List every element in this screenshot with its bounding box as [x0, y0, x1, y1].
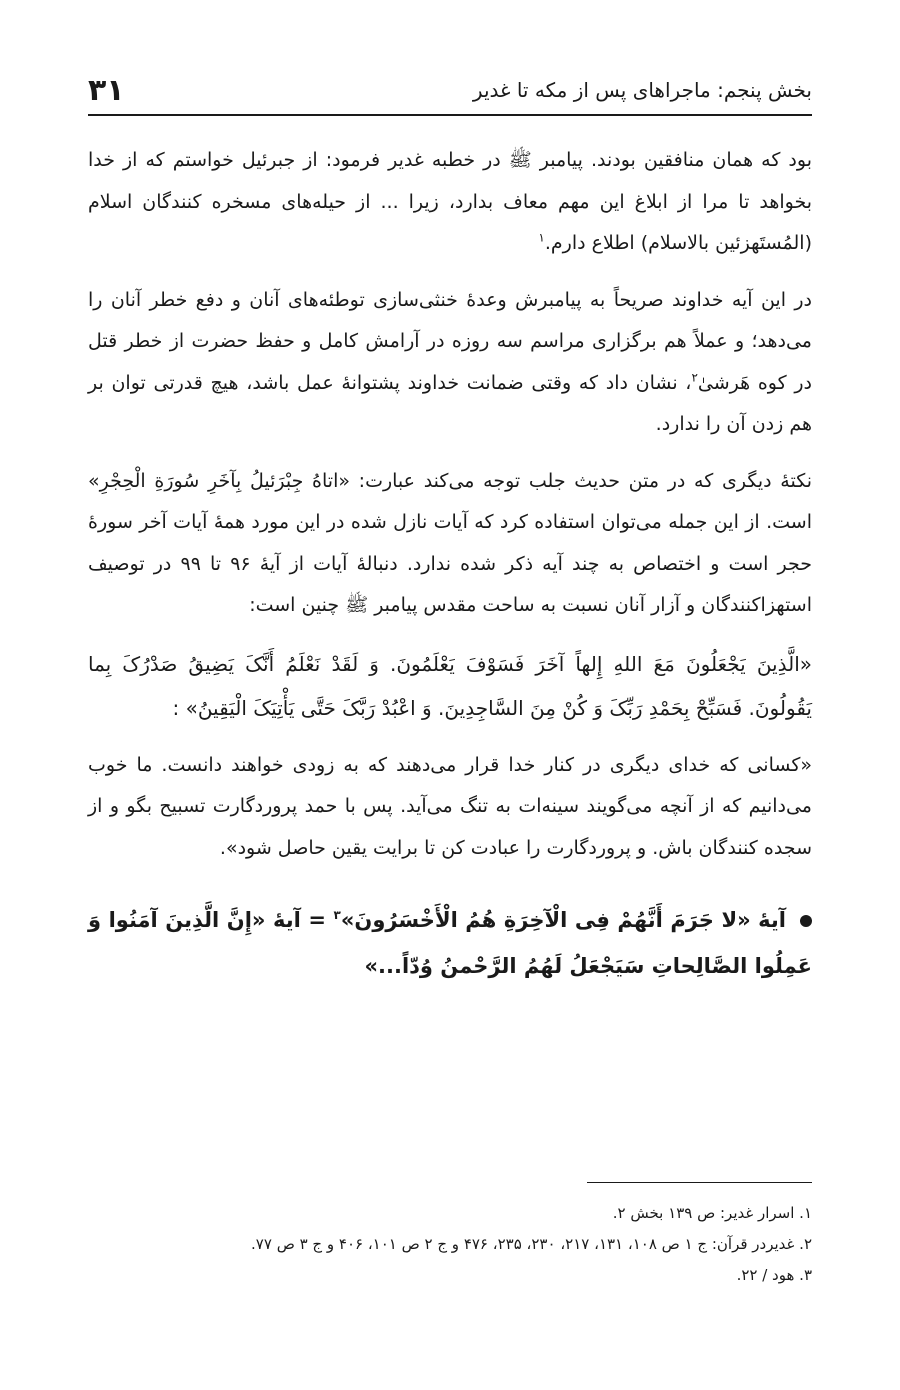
- running-header: [88, 66, 812, 116]
- quran-verse-arabic: [88, 642, 812, 730]
- paragraph-2: [88, 280, 812, 446]
- main-text: [88, 140, 812, 989]
- footnote-divider: [587, 1182, 812, 1183]
- verse-text: «الَّذِینَ یَجْعَلُونَ مَعَ اللهِ إِلهاً آخَرَ فَسَوْفَ یَعْلَمُونَ. وَ لَقَدْ نَعْلَمُ أَنَّکَ یَضِیقُ صَدْرُکَ بِما یَقُولُونَ. فَسَبِّحْ بِحَمْدِ رَبِّکَ وَ کُنْ مِنَ السَّاجِدِینَ. وَ اعْبُدْ رَبَّکَ حَتَّی یَأْتِیَکَ الْیَقِینُ» :: [88, 651, 812, 720]
- bullet-icon: [800, 915, 812, 927]
- paragraph-1-text: بود که همان منافقین بودند. پیامبر ﷺ در خطبه غدیر فرمود: از جبرئیل خواستم که از خدا بخواهد تا مرا از ابلاغ این مهم معاف بدارد، زیرا ... از حیله‌های مسخره کنندگان اسلام (المُستَهزئین بالاسلام) اطلاع دارم.: [88, 149, 812, 254]
- verse-translation: [88, 745, 812, 870]
- bullet-text-a: آیهٔ «لا جَرَمَ أَنَّهُمْ فِی الْآخِرَةِ هُمُ الْأَخْسَرُونَ»: [340, 908, 786, 932]
- translation-text: «کسانی که خدای دیگری در کنار خدا قرار می‌دهند که به زودی خواهند دانست. ما خوب می‌دانیم که از آنچه می‌گویند سینه‌ات به تنگ می‌آید. پس با حمد پروردگارت تسبیح بگو و از سجده کنندگان باش. و پروردگارت را عبادت کن تا برایت یقین حاصل شود».: [88, 753, 812, 859]
- paragraph-3-text: نکتهٔ دیگری که در متن حدیث جلب توجه می‌کند عبارت: «اتاهُ جِبْرَئیلُ بِآخَرِ سُورَةِ الْحِجْرِ» است. از این جمله می‌توان استفاده کرد که آیات نازل شده در این مورد همهٔ آیات آخر سورهٔ حجر است و اختصاص به چند آیه ذکر شده ندارد. دنبالهٔ آیات از آیهٔ ۹۶ تا ۹۹ در توصیف استهزاکنندگان و آزار آنان نسبت به ساحت مقدس پیامبر ﷺ چنین است:: [88, 469, 812, 616]
- footnote-ref-1: ۱: [538, 230, 545, 245]
- paragraph-2-text-a: در این آیه خداوند صریحاً به پیامبرش وعدهٔ خنثی‌سازی توطئه‌های آنان و دفع خطر آنان را می‌دهد؛ و عملاً هم برگزاری مراسم سه روزه در آرامش کامل و حفظ حضرت از خطر قتل در کوه هَرشیٰ: [88, 288, 812, 394]
- paragraph-1: [88, 140, 812, 265]
- footnote-ref-2: ۲: [691, 370, 698, 385]
- footnote-2: ۲. غدیردر قرآن: ج ۱ ص ۱۰۸، ۱۳۱، ۲۱۷، ۲۳۰، ۲۳۵، ۴۷۶ و ج ۲ ص ۱۰۱، ۴۰۶ و ج ۳ ص ۷۷.: [251, 1235, 812, 1253]
- bullet-heading: [88, 897, 812, 989]
- chapter-title: بخش پنجم: ماجراهای پس از مکه تا غدیر: [472, 78, 812, 102]
- footnotes: [88, 1198, 812, 1291]
- footnote-ref-3: ۳: [333, 908, 341, 922]
- paragraph-3: [88, 461, 812, 627]
- footnote-3: ۳. هود / ۲۲.: [736, 1266, 812, 1284]
- paragraph-2-text-b: ، نشان داد که وقتی ضمانت خداوند پشتوانهٔ عمل باشد، هیچ قدرتی توان بر هم زدن آن را ندارد.: [88, 371, 812, 435]
- page-number: ۳۱: [88, 72, 125, 108]
- bullet-text-b: = آیهٔ «إِنَّ الَّذِینَ آمَنُوا وَ عَمِلُوا الصَّالِحاتِ سَیَجْعَلُ لَهُمُ الرَّحْمنُ وُدّاً...»: [88, 908, 812, 978]
- footnote-1: ۱. اسرار غدیر: ص ۱۳۹ بخش ۲.: [612, 1204, 812, 1222]
